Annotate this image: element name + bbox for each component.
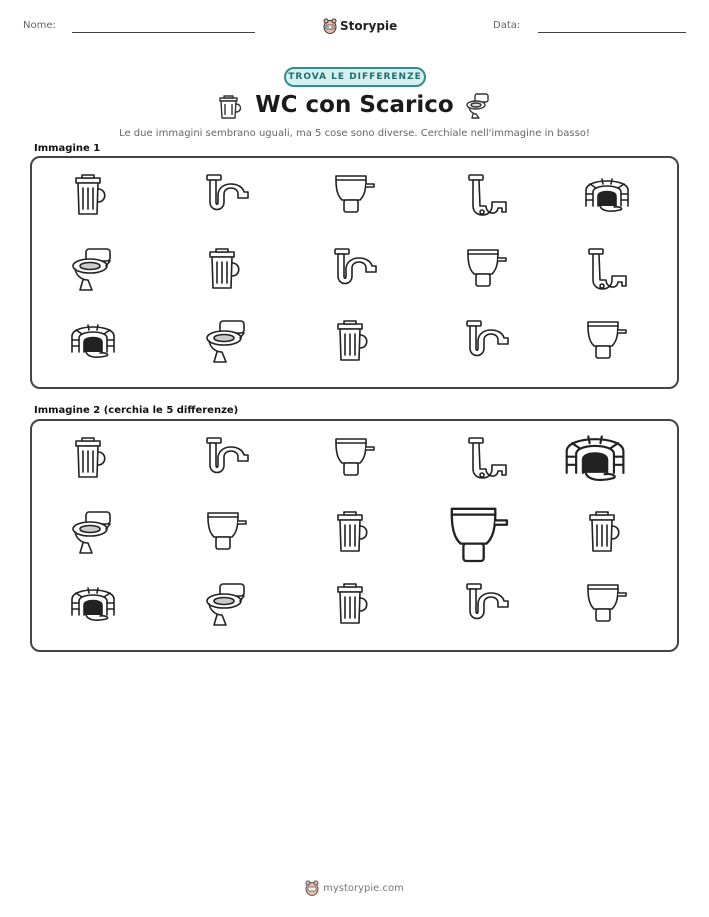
name-label: Nome: xyxy=(23,20,56,31)
footer xyxy=(0,880,709,896)
image1-label: Immagine 1 xyxy=(34,143,101,154)
image2-label: Immagine 2 (cerchia le 5 differenze) xyxy=(34,405,239,416)
sewer-drain-icon xyxy=(70,318,116,360)
s-pipe-icon[interactable] xyxy=(464,581,510,627)
date-field-line[interactable] xyxy=(538,32,686,33)
trash-can-icon[interactable] xyxy=(70,435,110,481)
storypie-mascot-icon xyxy=(305,880,319,896)
worksheet-header xyxy=(0,18,709,40)
p-trap-icon[interactable] xyxy=(464,435,510,485)
storypie-mascot-icon xyxy=(323,18,337,34)
instructions: Le due immagini sembrano uguali, ma 5 cose sono diverse. Cerchiale nell'immagine in basso! xyxy=(119,128,590,139)
cistern-icon[interactable] xyxy=(332,435,378,481)
image2-panel[interactable] xyxy=(30,419,679,652)
toilet-icon[interactable] xyxy=(204,581,250,631)
trash-can-icon[interactable] xyxy=(332,581,372,627)
name-field-line[interactable] xyxy=(72,32,255,33)
cistern-icon[interactable] xyxy=(584,581,630,627)
date-label: Data: xyxy=(493,20,521,31)
sewer-drain-icon[interactable] xyxy=(70,581,116,623)
trash-can-icon[interactable] xyxy=(332,509,372,555)
p-trap-icon xyxy=(584,246,630,296)
toilet-icon xyxy=(465,92,491,124)
trash-can-icon xyxy=(332,318,372,364)
image1-panel xyxy=(30,156,679,389)
storypie-logo xyxy=(323,18,397,34)
footer-url[interactable]: mystorypie.com xyxy=(323,882,404,894)
toilet-icon xyxy=(70,246,116,296)
cistern-icon xyxy=(332,172,378,218)
trash-can-icon[interactable] xyxy=(584,509,624,555)
sewer-drain-icon[interactable] xyxy=(564,427,626,484)
toilet-icon[interactable] xyxy=(70,509,116,559)
activity-badge: TROVA LE DIFFERENZE xyxy=(284,67,426,87)
page-title: WC con Scarico xyxy=(255,92,454,118)
trash-can-icon xyxy=(70,172,110,218)
s-pipe-icon xyxy=(204,172,250,218)
cistern-icon xyxy=(584,318,630,364)
sewer-drain-icon xyxy=(584,172,630,214)
p-trap-icon xyxy=(464,172,510,222)
cistern-icon[interactable] xyxy=(204,509,250,555)
logo-text: Storypie xyxy=(340,19,398,33)
s-pipe-icon[interactable] xyxy=(204,435,250,481)
toilet-icon xyxy=(204,318,250,368)
cistern-icon[interactable] xyxy=(446,503,513,570)
s-pipe-icon xyxy=(332,246,378,292)
trash-can-icon xyxy=(204,246,244,292)
cistern-icon xyxy=(464,246,510,292)
s-pipe-icon xyxy=(464,318,510,364)
